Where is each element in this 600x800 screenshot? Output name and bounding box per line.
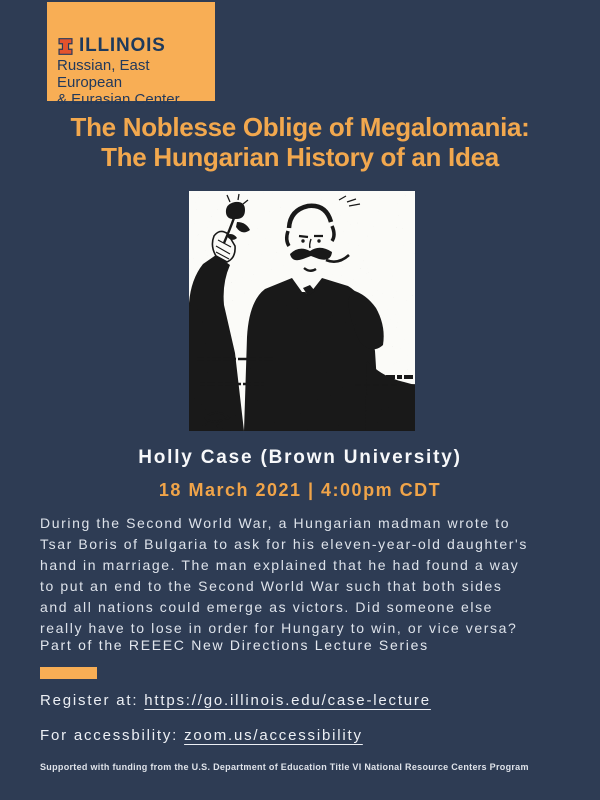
event-datetime: 18 March 2021 | 4:00pm CDT — [158, 480, 442, 500]
center-name-line1: Russian, East European — [57, 57, 150, 91]
university-name: ILLINOIS — [79, 35, 166, 56]
lecture-title — [0, 112, 600, 172]
abstract-line: hand in marriage. The man explained that he had found a way — [40, 557, 520, 573]
lecture-abstract — [40, 513, 580, 639]
reeec-logo-box — [47, 2, 215, 108]
title-line-2: The Hungarian History of an Idea — [101, 142, 499, 172]
illinois-block-i-icon — [57, 38, 74, 55]
accent-bar — [40, 667, 97, 679]
register-link[interactable]: https://go.illinois.edu/case-lecture — [144, 692, 431, 709]
speaker-illustration — [189, 191, 415, 431]
accessibility-label: For accessbility: — [40, 727, 185, 744]
title-line-1: The Noblesse Oblige of Megalomania: — [70, 112, 530, 142]
register-label: Register at: — [40, 692, 145, 709]
abstract-line: Tsar Boris of Bulgaria to ask for his eleven-year-old daughter's — [40, 536, 528, 552]
abstract-line: to put an end to the Second World War such that both sides — [40, 578, 503, 594]
abstract-line: During the Second World War, a Hungarian madman wrote to — [40, 515, 511, 531]
illinois-logo — [57, 35, 166, 57]
series-note: Part of the REEEC New Directions Lecture Series — [40, 637, 429, 653]
center-name-line2: & Eurasian Center — [57, 91, 180, 108]
speaker-name: Holly Case (Brown University) — [138, 447, 462, 468]
accessibility-line — [40, 727, 363, 744]
man-with-flower-image — [189, 191, 415, 431]
accessibility-link[interactable]: zoom.us/accessibility — [184, 727, 363, 744]
funding-note: Supported with funding from the U.S. Department of Education Title VI National Resource Centers Program — [40, 762, 529, 772]
abstract-line: really have to lose in order for Hungary to win, or vice versa? — [40, 620, 518, 636]
abstract-line: and all nations could emerge as victors. Did someone else — [40, 599, 494, 615]
center-name — [57, 57, 215, 108]
register-line — [40, 692, 431, 709]
